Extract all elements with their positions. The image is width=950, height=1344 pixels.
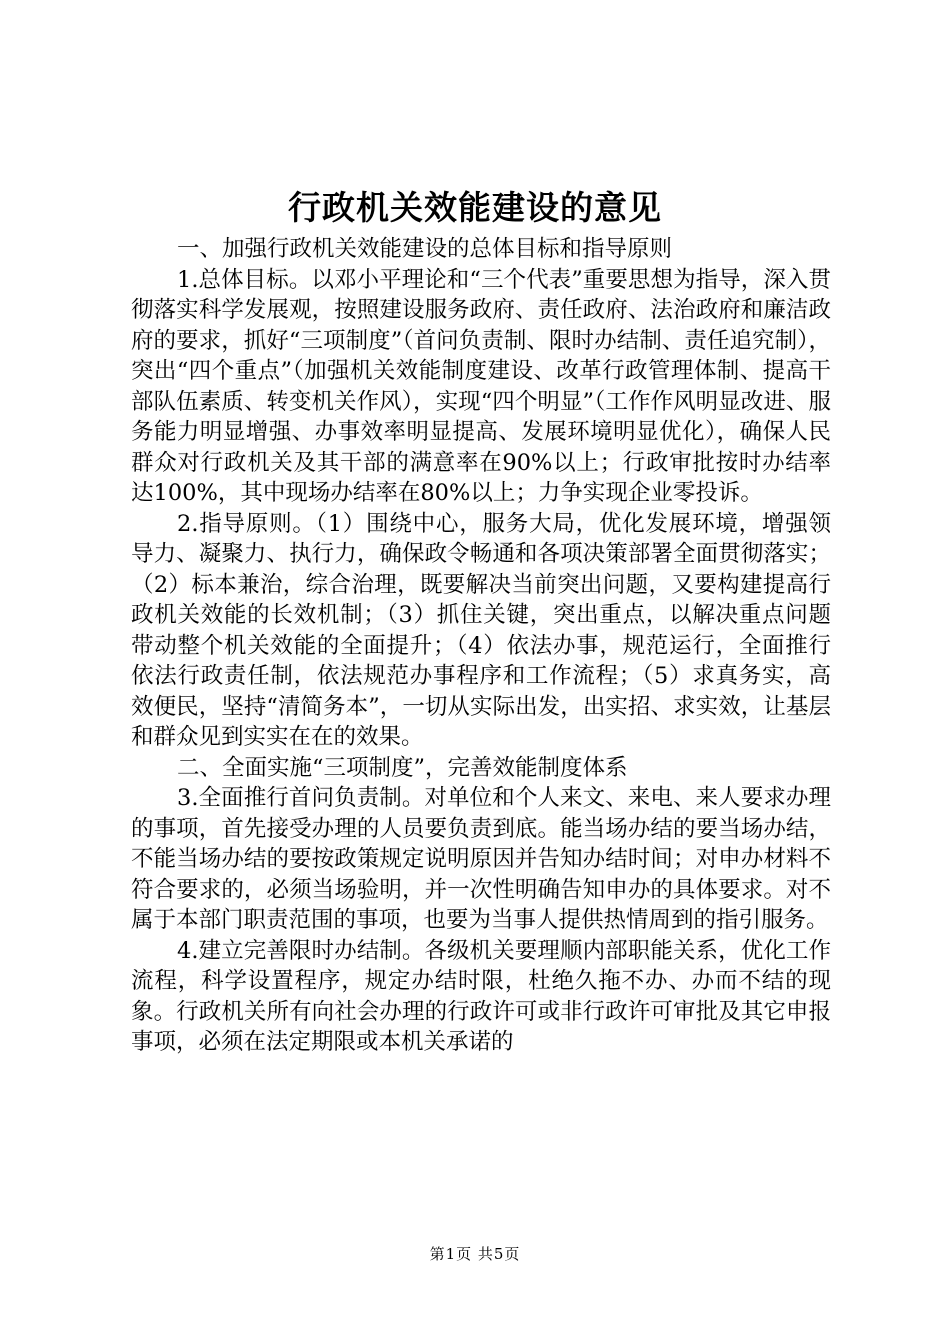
document-title: 行政机关效能建设的意见 [288,188,662,227]
page-number-footer: 第1页 共5页 [429,1245,521,1263]
paragraph-guiding-principles: 2.指导原则。（1）围绕中心，服务大局，优化发展环境，增强领导力、凝聚力、执行力，确保政令畅通和各项决策部署全面贯彻落实；（2）标本兼治，综合治理，既要解决当前突出问题，又要构建提高行政机关效能的长效机制；（3）抓住关键，突出重点，以解决重点问题带动整个机关效能的全面提升；（4）依法办事，规范运行，全面推行依法行政责任制，依法规范办事程序和工作流程；（5）求真务实，高效便民，坚持“清简务本”，一切从实际出发，出实招、求实效，让基层和群众见到实实在在的效果。 [131,510,831,750]
paragraph-time-limited-completion: 4.建立完善限时办结制。各级机关要理顺内部职能关系，优化工作流程，科学设置程序，规定办结时限，杜绝久拖不办、办而不结的现象。行政机关所有向社会办理的行政许可或非行政许可审批及其它申报事项，必须在法定期限或本机关承诺的 [131,937,831,1055]
paragraph-overall-goal: 1.总体目标。以邓小平理论和“三个代表”重要思想为指导，深入贯彻落实科学发展观，按照建设服务政府、责任政府、法治政府和廉洁政府的要求，抓好“三项制度”（首问负责制、限时办结制、责任追究制），突出“四个重点”（加强机关效能制度建设、改革行政管理体制、提高干部队伍素质、转变机关作风），实现“四个明显”（工作作风明显改进、服务能力明显增强、办事效率明显提高、发展环境明显优化），确保人民群众对行政机关及其干部的满意率在90%以上；行政审批按时办结率达100%，其中现场办结率在80%以上；力争实现企业零投诉。 [131,266,831,506]
paragraph-first-inquiry-responsibility: 3.全面推行首问负责制。对单位和个人来文、来电、来人要求办理的事项，首先接受办理的人员要负责到底。能当场办结的要当场办结，不能当场办结的要按政策规定说明原因并告知办结时间；对申办材料不符合要求的，必须当场验明，并一次性明确告知申办的具体要求。对不属于本部门职责范围的事项，也要为当事人提供热情周到的指引服务。 [131,785,831,933]
document-body [131,234,831,1058]
section-heading-1: 一、加强行政机关效能建设的总体目标和指导原则 [177,236,673,262]
section-heading-2: 二、全面实施“三项制度”，完善效能制度体系 [177,754,628,781]
